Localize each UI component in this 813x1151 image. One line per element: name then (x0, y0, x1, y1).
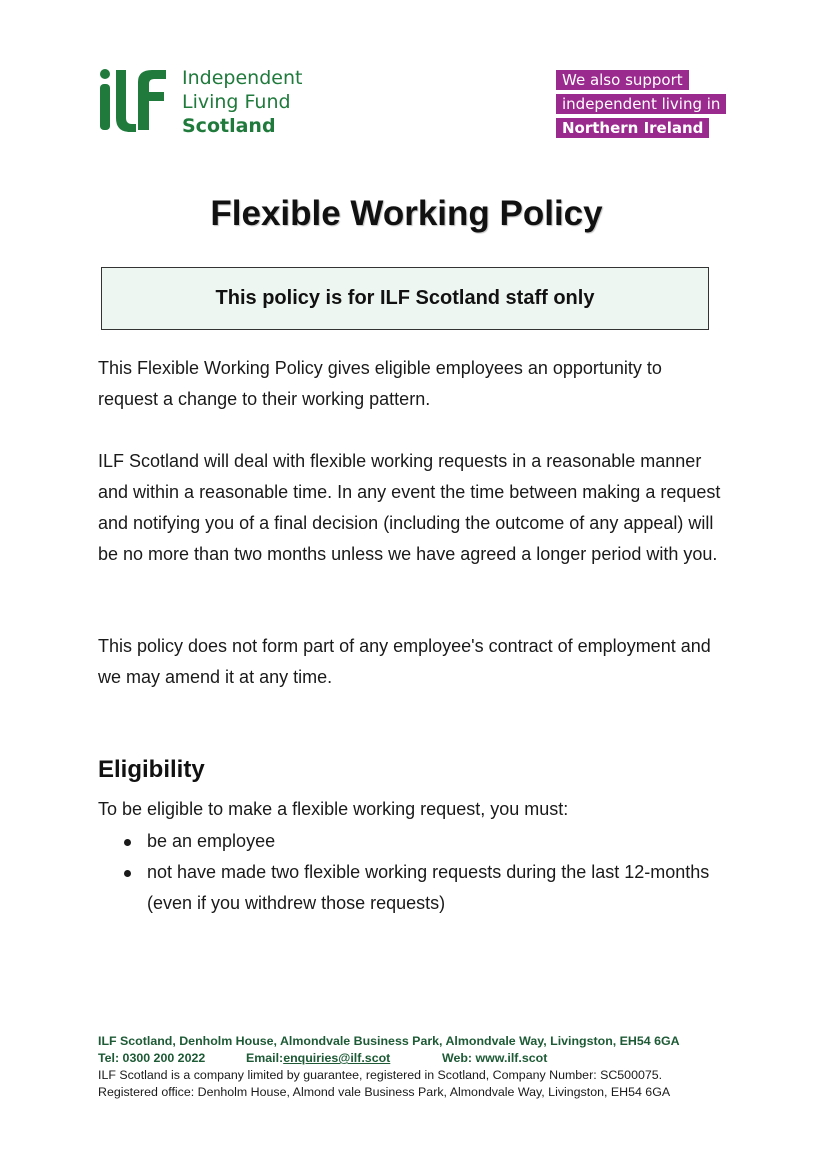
timing-paragraph: ILF Scotland will deal with flexible working requests in a reasonable manner and within a reasonable time. In any event the time between making a request and notifying you of a final decision (including the outcome of any appeal) will be no more than two months unless we have agreed a longer period with you. (98, 451, 721, 564)
staff-only-notice: This policy is for ILF Scotland staff only (101, 267, 709, 330)
ilf-logo-text (182, 66, 302, 138)
ni-badge-line-2: independent living in (556, 94, 726, 114)
footer-registered-office: Registered office: Denholm House, Almond vale Business Park, Almondvale Way, Livingston, EH54 6GA (98, 1085, 671, 1099)
page-title: Flexible Working Policy (210, 194, 603, 233)
list-item: not have made two flexible working requests during the last 12-months (even if you withdrew those requests) (98, 857, 723, 919)
logo-line-2: Living Fund (182, 91, 291, 113)
ilf-logo-mark-icon (98, 68, 170, 134)
ilf-logo (98, 66, 328, 136)
intro-paragraph: This Flexible Working Policy gives eligible employees an opportunity to request a change to their working pattern. (98, 358, 662, 409)
contract-paragraph: This policy does not form part of any employee's contract of employment and we may amend it at any time. (98, 636, 711, 687)
footer-email-label: Email: (246, 1051, 284, 1065)
footer-address: ILF Scotland, Denholm House, Almondvale Business Park, Almondvale Way, Livingston, EH54 6GA (98, 1034, 680, 1048)
eligibility-list (98, 826, 723, 919)
logo-line-1: Independent (182, 67, 303, 89)
logo-line-3: Scotland (182, 115, 276, 137)
ni-badge-line-3: Northern Ireland (556, 118, 709, 138)
eligibility-heading: Eligibility (98, 756, 205, 783)
footer-email-link[interactable]: enquiries@ilf.scot (283, 1051, 391, 1065)
footer-contact-row (98, 1050, 738, 1067)
footer-email-group (246, 1050, 442, 1067)
page-footer (98, 1033, 738, 1101)
eligibility-intro: To be eligible to make a flexible working request, you must: (98, 799, 569, 819)
list-item: be an employee (98, 826, 723, 857)
footer-web[interactable]: Web: www.ilf.scot (442, 1051, 548, 1065)
footer-company-info: ILF Scotland is a company limited by guarantee, registered in Scotland, Company Number: SC500075. (98, 1068, 663, 1082)
footer-tel: Tel: 0300 200 2022 (98, 1051, 206, 1065)
northern-ireland-badge (556, 70, 726, 142)
ni-badge-line-1: We also support (556, 70, 689, 90)
